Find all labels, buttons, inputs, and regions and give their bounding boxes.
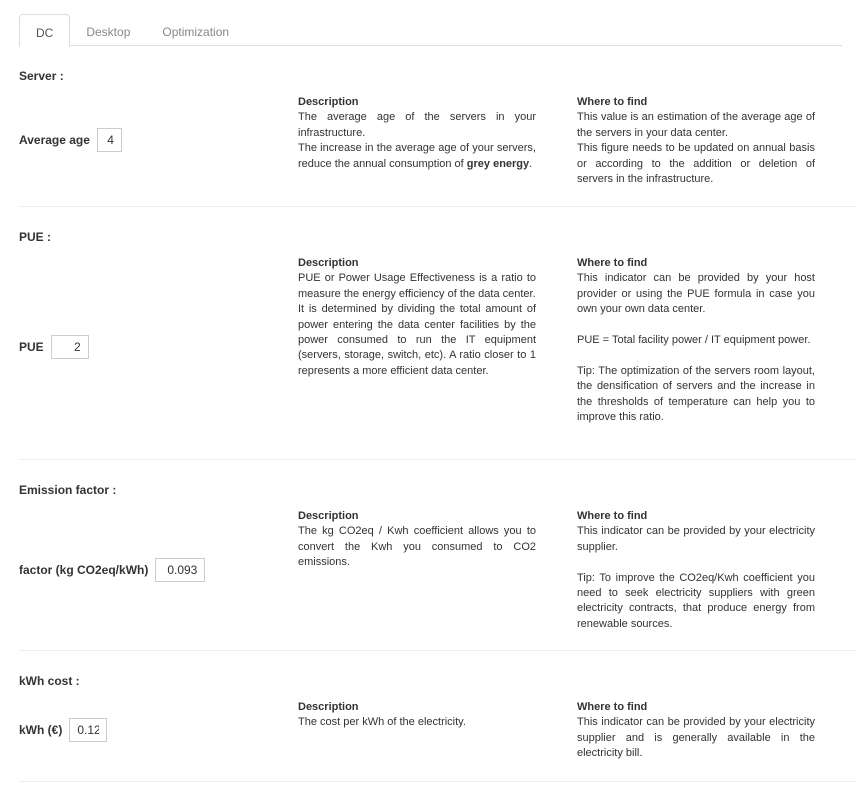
pue-description-text: PUE or Power Usage Effectiveness is a ratio to measure the energy efficiency of the data center. <box>298 272 536 300</box>
server-where-text-2: This figure needs to be updated on annual basis or according to the addition or deletion of servers in the infrastructure. <box>577 142 815 186</box>
kwh-where-heading: Where to find <box>577 701 648 713</box>
emission-where-to-find <box>577 509 815 632</box>
emission-where-text: This indicator can be provided by your electricity supplier. <box>577 525 815 553</box>
pue-description <box>298 256 536 379</box>
pue-input[interactable] <box>51 335 89 359</box>
kwh-description-heading: Description <box>298 701 359 713</box>
emission-factor-input[interactable] <box>155 558 205 582</box>
server-section-title: Server : <box>19 69 64 83</box>
server-description-text-2: The increase in the average age of your servers, reduce the annual consumption of grey energy. <box>298 142 536 170</box>
kwh-description-text: The cost per kWh of the electricity. <box>298 716 466 729</box>
pue-section <box>19 221 856 460</box>
pue-label: PUE <box>19 340 44 354</box>
server-where-heading: Where to find <box>577 96 648 108</box>
kwh-section-title: kWh cost : <box>19 674 80 688</box>
emission-where-heading: Where to find <box>577 510 648 522</box>
kwh-cost-field <box>19 718 107 742</box>
pue-where-text: This indicator can be provided by your host provider or using the PUE formula in case you own your own data center. <box>577 272 815 316</box>
grey-energy-term: grey energy <box>466 157 530 170</box>
server-description <box>298 95 536 172</box>
tab-optimization[interactable]: Optimization <box>162 25 230 39</box>
average-age-label: Average age <box>19 133 90 147</box>
kwh-where-to-find <box>577 700 815 762</box>
emission-factor-field <box>19 558 205 582</box>
emission-description <box>298 509 536 571</box>
pue-tip-text: Tip: The optimization of the servers room layout, the densification of servers and the increase in the thresholds of temperature can help you to improve this ratio. <box>577 364 815 424</box>
pue-where-heading: Where to find <box>577 257 648 269</box>
pue-description-heading: Description <box>298 257 359 269</box>
tab-dc[interactable]: DC <box>19 14 70 47</box>
emission-section <box>19 474 856 651</box>
kwh-cost-label: kWh (€) <box>19 723 63 737</box>
pue-description-text-2: It is determined by dividing the total amount of power entering the data center facilities by the power consumed to run the IT equipment (servers, storage, switch, etc). A ratio closer to 1 represents a more efficient data center. <box>298 303 536 377</box>
emission-factor-label: factor (kg CO2eq/kWh) <box>19 563 149 577</box>
server-description-heading: Description <box>298 96 359 108</box>
pue-formula-text: PUE = Total facility power / IT equipment power. <box>577 334 811 347</box>
server-description-text: The average age of the servers in your infrastructure. <box>298 111 536 139</box>
emission-description-heading: Description <box>298 510 359 522</box>
kwh-description <box>298 700 536 731</box>
kwh-where-text: This indicator can be provided by your electricity supplier and is generally available in the electricity bill. <box>577 716 815 760</box>
average-age-input[interactable] <box>97 128 122 152</box>
pue-section-title: PUE : <box>19 230 52 244</box>
kwh-section <box>19 665 856 782</box>
server-where-to-find <box>577 95 815 187</box>
kwh-cost-input[interactable] <box>69 718 107 742</box>
pue-field <box>19 335 89 359</box>
tab-desktop[interactable]: Desktop <box>86 25 131 39</box>
server-section <box>19 60 856 207</box>
emission-description-text: The kg CO2eq / Kwh coefficient allows you to convert the Kwh you consumed to CO2 emissions. <box>298 525 536 569</box>
pue-where-to-find <box>577 256 815 425</box>
average-age-field <box>19 128 122 152</box>
tab-bar <box>19 14 842 46</box>
emission-section-title: Emission factor : <box>19 483 117 497</box>
server-where-text: This value is an estimation of the average age of the servers in your data center. <box>577 111 815 139</box>
emission-tip-text: Tip: To improve the CO2eq/Kwh coefficient you need to seek electricity suppliers with green electricity contracts, that produce energy from renewable sources. <box>577 571 815 630</box>
